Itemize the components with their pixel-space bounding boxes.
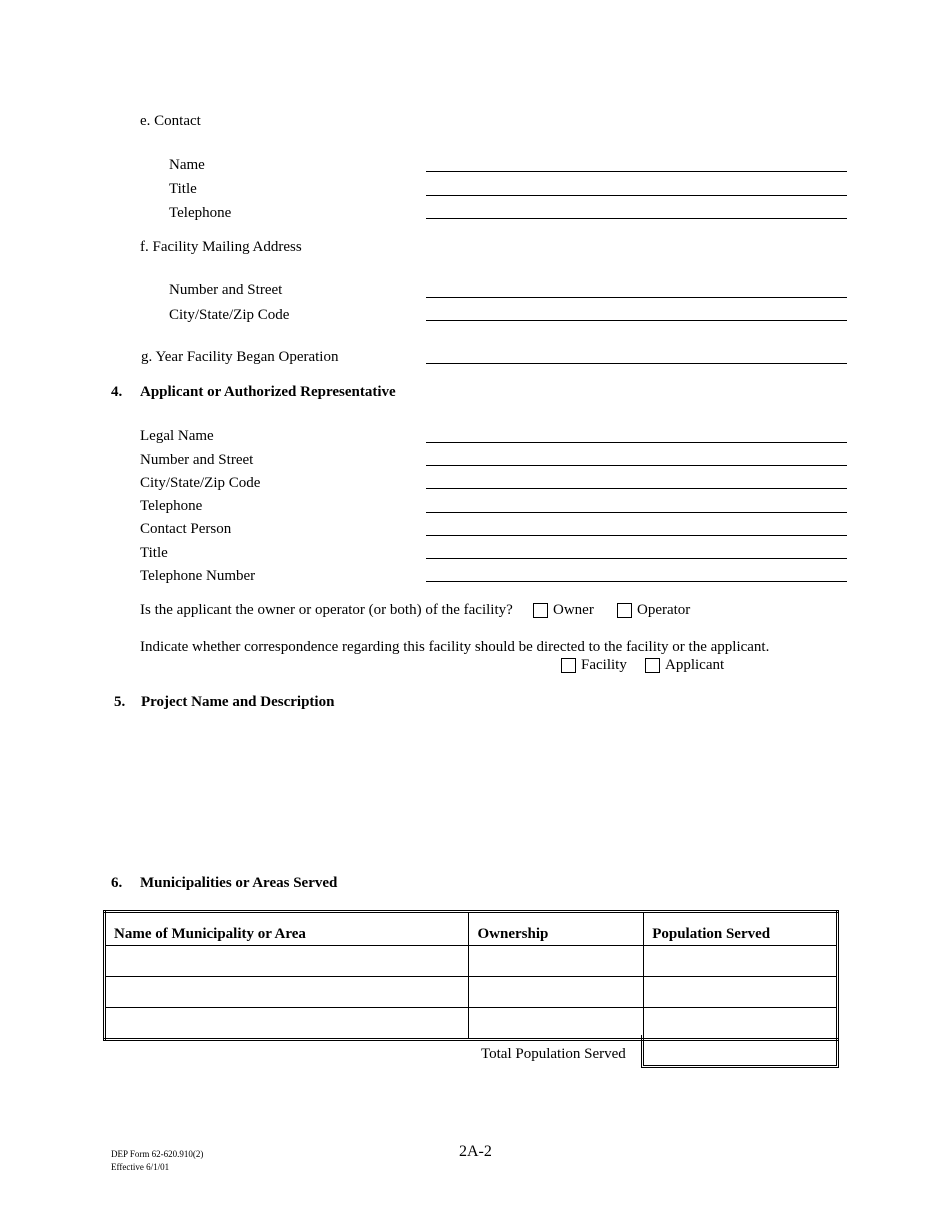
contact-telephone-label: Telephone bbox=[169, 205, 232, 221]
operator-checkbox[interactable] bbox=[617, 603, 632, 618]
section-6-number: 6. bbox=[111, 875, 123, 891]
section-e-label: e. Contact bbox=[140, 113, 201, 129]
applicant-city-field[interactable] bbox=[426, 488, 847, 489]
municipality-cell[interactable] bbox=[105, 946, 469, 977]
facility-label: Facility bbox=[581, 657, 627, 673]
municipality-cell[interactable] bbox=[105, 1008, 469, 1040]
telephone-number-label: Telephone Number bbox=[140, 568, 256, 584]
ownership-cell[interactable] bbox=[469, 1008, 644, 1040]
contact-name-field[interactable] bbox=[426, 171, 847, 172]
owner-checkbox[interactable] bbox=[533, 603, 548, 618]
section-5-number: 5. bbox=[114, 694, 126, 710]
applicant-title-field[interactable] bbox=[426, 558, 847, 559]
mailing-street-label: Number and Street bbox=[169, 282, 283, 298]
section-4-number: 4. bbox=[111, 384, 123, 400]
applicant-telephone-label: Telephone bbox=[140, 498, 203, 514]
applicant-street-field[interactable] bbox=[426, 465, 847, 466]
municipalities-table bbox=[103, 910, 839, 1041]
section-6-title: Municipalities or Areas Served bbox=[140, 875, 338, 891]
ownership-cell[interactable] bbox=[469, 946, 644, 977]
applicant-city-label: City/State/Zip Code bbox=[140, 475, 261, 491]
section-f-label: f. Facility Mailing Address bbox=[140, 239, 302, 255]
applicant-checkbox[interactable] bbox=[645, 658, 660, 673]
contact-person-field[interactable] bbox=[426, 535, 847, 536]
population-header: Population Served bbox=[644, 912, 838, 946]
contact-telephone-field[interactable] bbox=[426, 218, 847, 219]
municipality-cell[interactable] bbox=[105, 977, 469, 1008]
owner-label: Owner bbox=[553, 602, 594, 618]
mailing-street-field[interactable] bbox=[426, 297, 847, 298]
applicant-label: Applicant bbox=[665, 657, 725, 673]
correspondence-question: Indicate whether correspondence regarding this facility should be directed to the facility or the applicant. bbox=[140, 639, 770, 655]
page-number: 2A-2 bbox=[459, 1143, 492, 1160]
applicant-title-label: Title bbox=[140, 545, 168, 561]
ownership-header: Ownership bbox=[469, 912, 644, 946]
ownership-cell[interactable] bbox=[469, 977, 644, 1008]
facility-checkbox[interactable] bbox=[561, 658, 576, 673]
table-row bbox=[105, 946, 838, 977]
contact-person-label: Contact Person bbox=[140, 521, 232, 537]
applicant-street-label: Number and Street bbox=[140, 452, 254, 468]
table-row bbox=[105, 977, 838, 1008]
contact-title-field[interactable] bbox=[426, 195, 847, 196]
contact-name-label: Name bbox=[169, 157, 205, 173]
applicant-telephone-field[interactable] bbox=[426, 512, 847, 513]
mailing-city-field[interactable] bbox=[426, 320, 847, 321]
section-g-label: g. Year Facility Began Operation bbox=[141, 349, 339, 365]
section-4-title: Applicant or Authorized Representative bbox=[140, 384, 396, 400]
owner-operator-question: Is the applicant the owner or operator (or both) of the facility? bbox=[140, 602, 513, 618]
legal-name-label: Legal Name bbox=[140, 428, 214, 444]
operator-label: Operator bbox=[637, 602, 691, 618]
section-5-title: Project Name and Description bbox=[141, 694, 335, 710]
total-population-field[interactable] bbox=[641, 1035, 839, 1068]
contact-title-label: Title bbox=[169, 181, 197, 197]
telephone-number-field[interactable] bbox=[426, 581, 847, 582]
effective-date: Effective 6/1/01 bbox=[111, 1162, 170, 1172]
legal-name-field[interactable] bbox=[426, 442, 847, 443]
mailing-city-label: City/State/Zip Code bbox=[169, 307, 290, 323]
total-population-label: Total Population Served bbox=[481, 1046, 626, 1062]
population-cell[interactable] bbox=[644, 977, 838, 1008]
municipality-header: Name of Municipality or Area bbox=[105, 912, 469, 946]
form-id: DEP Form 62-620.910(2) bbox=[111, 1149, 204, 1159]
population-cell[interactable] bbox=[644, 946, 838, 977]
year-began-field[interactable] bbox=[426, 363, 847, 364]
table-header-row bbox=[105, 912, 838, 946]
